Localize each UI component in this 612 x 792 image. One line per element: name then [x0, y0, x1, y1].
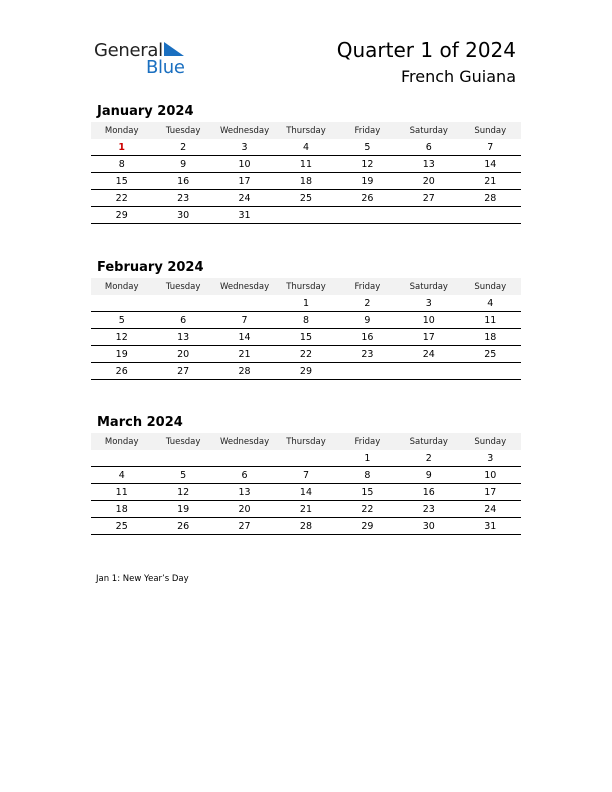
day-cell: 4 — [118, 469, 125, 481]
day-cell: 25 — [484, 348, 497, 360]
week-row — [91, 173, 521, 190]
day-cell: 18 — [115, 503, 128, 515]
day-cell: 8 — [302, 314, 309, 326]
day-cell: 28 — [484, 192, 497, 204]
logo-text-general: General — [94, 40, 163, 61]
weekday-label-thursday: Thursday — [286, 125, 326, 136]
day-cell: 20 — [422, 175, 435, 187]
day-cell: 7 — [241, 314, 248, 326]
week-row — [91, 363, 521, 380]
day-cell: 10 — [422, 314, 435, 326]
day-cell: 1 — [118, 141, 126, 153]
day-cell: 22 — [361, 503, 374, 515]
week-row — [91, 501, 521, 518]
day-cell: 9 — [425, 469, 432, 481]
day-cell: 22 — [115, 192, 128, 204]
day-cell: 22 — [299, 348, 313, 360]
day-cell: 13 — [177, 331, 190, 343]
holiday-notes — [96, 574, 189, 584]
day-cell: 12 — [115, 331, 128, 343]
day-cell: 30 — [177, 209, 190, 221]
day-cell: 12 — [361, 158, 374, 170]
day-cell: 2 — [364, 297, 371, 309]
day-cell: 25 — [299, 192, 313, 204]
day-cell: 4 — [302, 141, 309, 153]
weekday-label-saturday: Saturday — [409, 281, 448, 292]
day-cell: 13 — [238, 486, 251, 498]
day-cell: 3 — [487, 452, 494, 464]
day-cell: 8 — [364, 469, 371, 481]
day-cell: 11 — [484, 314, 497, 326]
month-title: January 2024 — [97, 104, 194, 119]
day-cell: 5 — [180, 469, 187, 481]
weekday-label-monday: Monday — [104, 281, 139, 292]
brand-logo — [94, 40, 194, 80]
week-row — [91, 329, 521, 346]
page-subtitle: French Guiana — [400, 67, 516, 86]
day-cell: 23 — [422, 503, 435, 515]
day-cell: 25 — [115, 520, 128, 532]
week-row — [91, 450, 521, 467]
day-cell: 24 — [238, 192, 251, 204]
weekday-label-wednesday: Wednesday — [219, 125, 270, 136]
month-calendar-february — [91, 258, 521, 380]
week-rows — [91, 295, 521, 380]
day-cell: 7 — [302, 469, 309, 481]
day-cell: 14 — [299, 486, 313, 498]
weekday-label-wednesday: Wednesday — [219, 436, 270, 447]
week-row — [91, 295, 521, 312]
day-cell: 26 — [115, 365, 128, 377]
day-cell: 2 — [425, 452, 432, 464]
week-rows — [91, 450, 521, 535]
day-cell: 10 — [238, 158, 251, 170]
day-cell: 28 — [299, 520, 313, 532]
day-cell: 15 — [361, 486, 374, 498]
weekday-label-tuesday: Tuesday — [165, 125, 201, 136]
weekday-label-saturday: Saturday — [409, 436, 448, 447]
day-cell: 27 — [238, 520, 251, 532]
day-cell: 19 — [115, 348, 128, 360]
week-row — [91, 156, 521, 173]
week-row — [91, 190, 521, 207]
day-cell: 7 — [487, 141, 494, 153]
day-cell: 21 — [484, 175, 497, 187]
day-cell: 31 — [238, 209, 251, 221]
day-cell: 29 — [361, 520, 374, 532]
day-cell: 28 — [238, 365, 251, 377]
day-cell: 1 — [364, 452, 371, 464]
day-cell: 6 — [180, 314, 187, 326]
weekday-label-wednesday: Wednesday — [219, 281, 270, 292]
week-row — [91, 207, 521, 224]
day-cell: 23 — [361, 348, 374, 360]
day-cell: 16 — [177, 175, 190, 187]
weekday-header — [91, 433, 521, 450]
day-cell: 6 — [425, 141, 432, 153]
logo-text-blue: Blue — [146, 57, 185, 78]
week-rows — [91, 139, 521, 224]
weekday-label-friday: Friday — [354, 125, 381, 136]
month-title: February 2024 — [97, 260, 204, 275]
day-cell: 11 — [115, 486, 128, 498]
week-row — [91, 139, 521, 156]
day-cell: 21 — [299, 503, 313, 515]
day-cell: 23 — [177, 192, 190, 204]
day-cell: 26 — [177, 520, 190, 532]
day-cell: 18 — [484, 331, 497, 343]
weekday-label-sunday: Sunday — [474, 281, 507, 292]
month-title: March 2024 — [97, 415, 183, 430]
day-cell: 16 — [422, 486, 435, 498]
day-cell: 15 — [299, 331, 313, 343]
day-cell: 11 — [299, 158, 313, 170]
day-cell: 5 — [364, 141, 371, 153]
day-cell: 10 — [484, 469, 497, 481]
day-cell: 20 — [177, 348, 190, 360]
day-cell: 24 — [484, 503, 497, 515]
day-cell: 29 — [299, 365, 313, 377]
day-cell: 1 — [302, 297, 309, 309]
day-cell: 26 — [361, 192, 374, 204]
day-cell: 5 — [118, 314, 125, 326]
day-cell: 3 — [425, 297, 432, 309]
page-title: Quarter 1 of 2024 — [336, 38, 516, 62]
day-cell: 4 — [487, 297, 494, 309]
day-cell: 17 — [484, 486, 497, 498]
day-cell: 8 — [118, 158, 125, 170]
weekday-header — [91, 122, 521, 139]
day-cell: 15 — [115, 175, 128, 187]
weekday-label-friday: Friday — [354, 436, 381, 447]
day-cell: 21 — [238, 348, 251, 360]
day-cell: 27 — [177, 365, 190, 377]
weekday-label-saturday: Saturday — [409, 125, 448, 136]
day-cell: 31 — [484, 520, 497, 532]
day-cell: 12 — [177, 486, 190, 498]
day-cell: 29 — [115, 209, 128, 221]
day-cell: 9 — [180, 158, 187, 170]
day-cell: 13 — [422, 158, 435, 170]
weekday-label-sunday: Sunday — [474, 125, 507, 136]
weekday-header — [91, 278, 521, 295]
week-row — [91, 518, 521, 535]
day-cell: 6 — [241, 469, 248, 481]
weekday-label-monday: Monday — [104, 436, 139, 447]
weekday-label-thursday: Thursday — [286, 281, 326, 292]
day-cell: 24 — [422, 348, 435, 360]
weekday-label-monday: Monday — [104, 125, 139, 136]
day-cell: 3 — [241, 141, 248, 153]
day-cell: 2 — [180, 141, 187, 153]
day-cell: 19 — [177, 503, 190, 515]
day-cell: 19 — [361, 175, 374, 187]
day-cell: 14 — [484, 158, 497, 170]
weekday-label-sunday: Sunday — [474, 436, 507, 447]
weekday-label-tuesday: Tuesday — [165, 281, 201, 292]
day-cell: 14 — [238, 331, 251, 343]
day-cell: 16 — [361, 331, 374, 343]
weekday-label-thursday: Thursday — [286, 436, 326, 447]
weekday-label-friday: Friday — [354, 281, 381, 292]
week-row — [91, 312, 521, 329]
month-calendar-january — [91, 102, 521, 224]
week-row — [91, 346, 521, 363]
holiday-note: Jan 1: New Year’s Day — [96, 574, 189, 584]
day-cell: 20 — [238, 503, 251, 515]
week-row — [91, 467, 521, 484]
day-cell: 30 — [422, 520, 435, 532]
day-cell: 27 — [422, 192, 435, 204]
day-cell: 9 — [364, 314, 371, 326]
day-cell: 18 — [299, 175, 313, 187]
day-cell: 17 — [422, 331, 435, 343]
day-cell: 17 — [238, 175, 251, 187]
month-calendar-march — [91, 413, 521, 535]
logo-triangle-icon — [164, 42, 184, 58]
weekday-label-tuesday: Tuesday — [165, 436, 201, 447]
week-row — [91, 484, 521, 501]
